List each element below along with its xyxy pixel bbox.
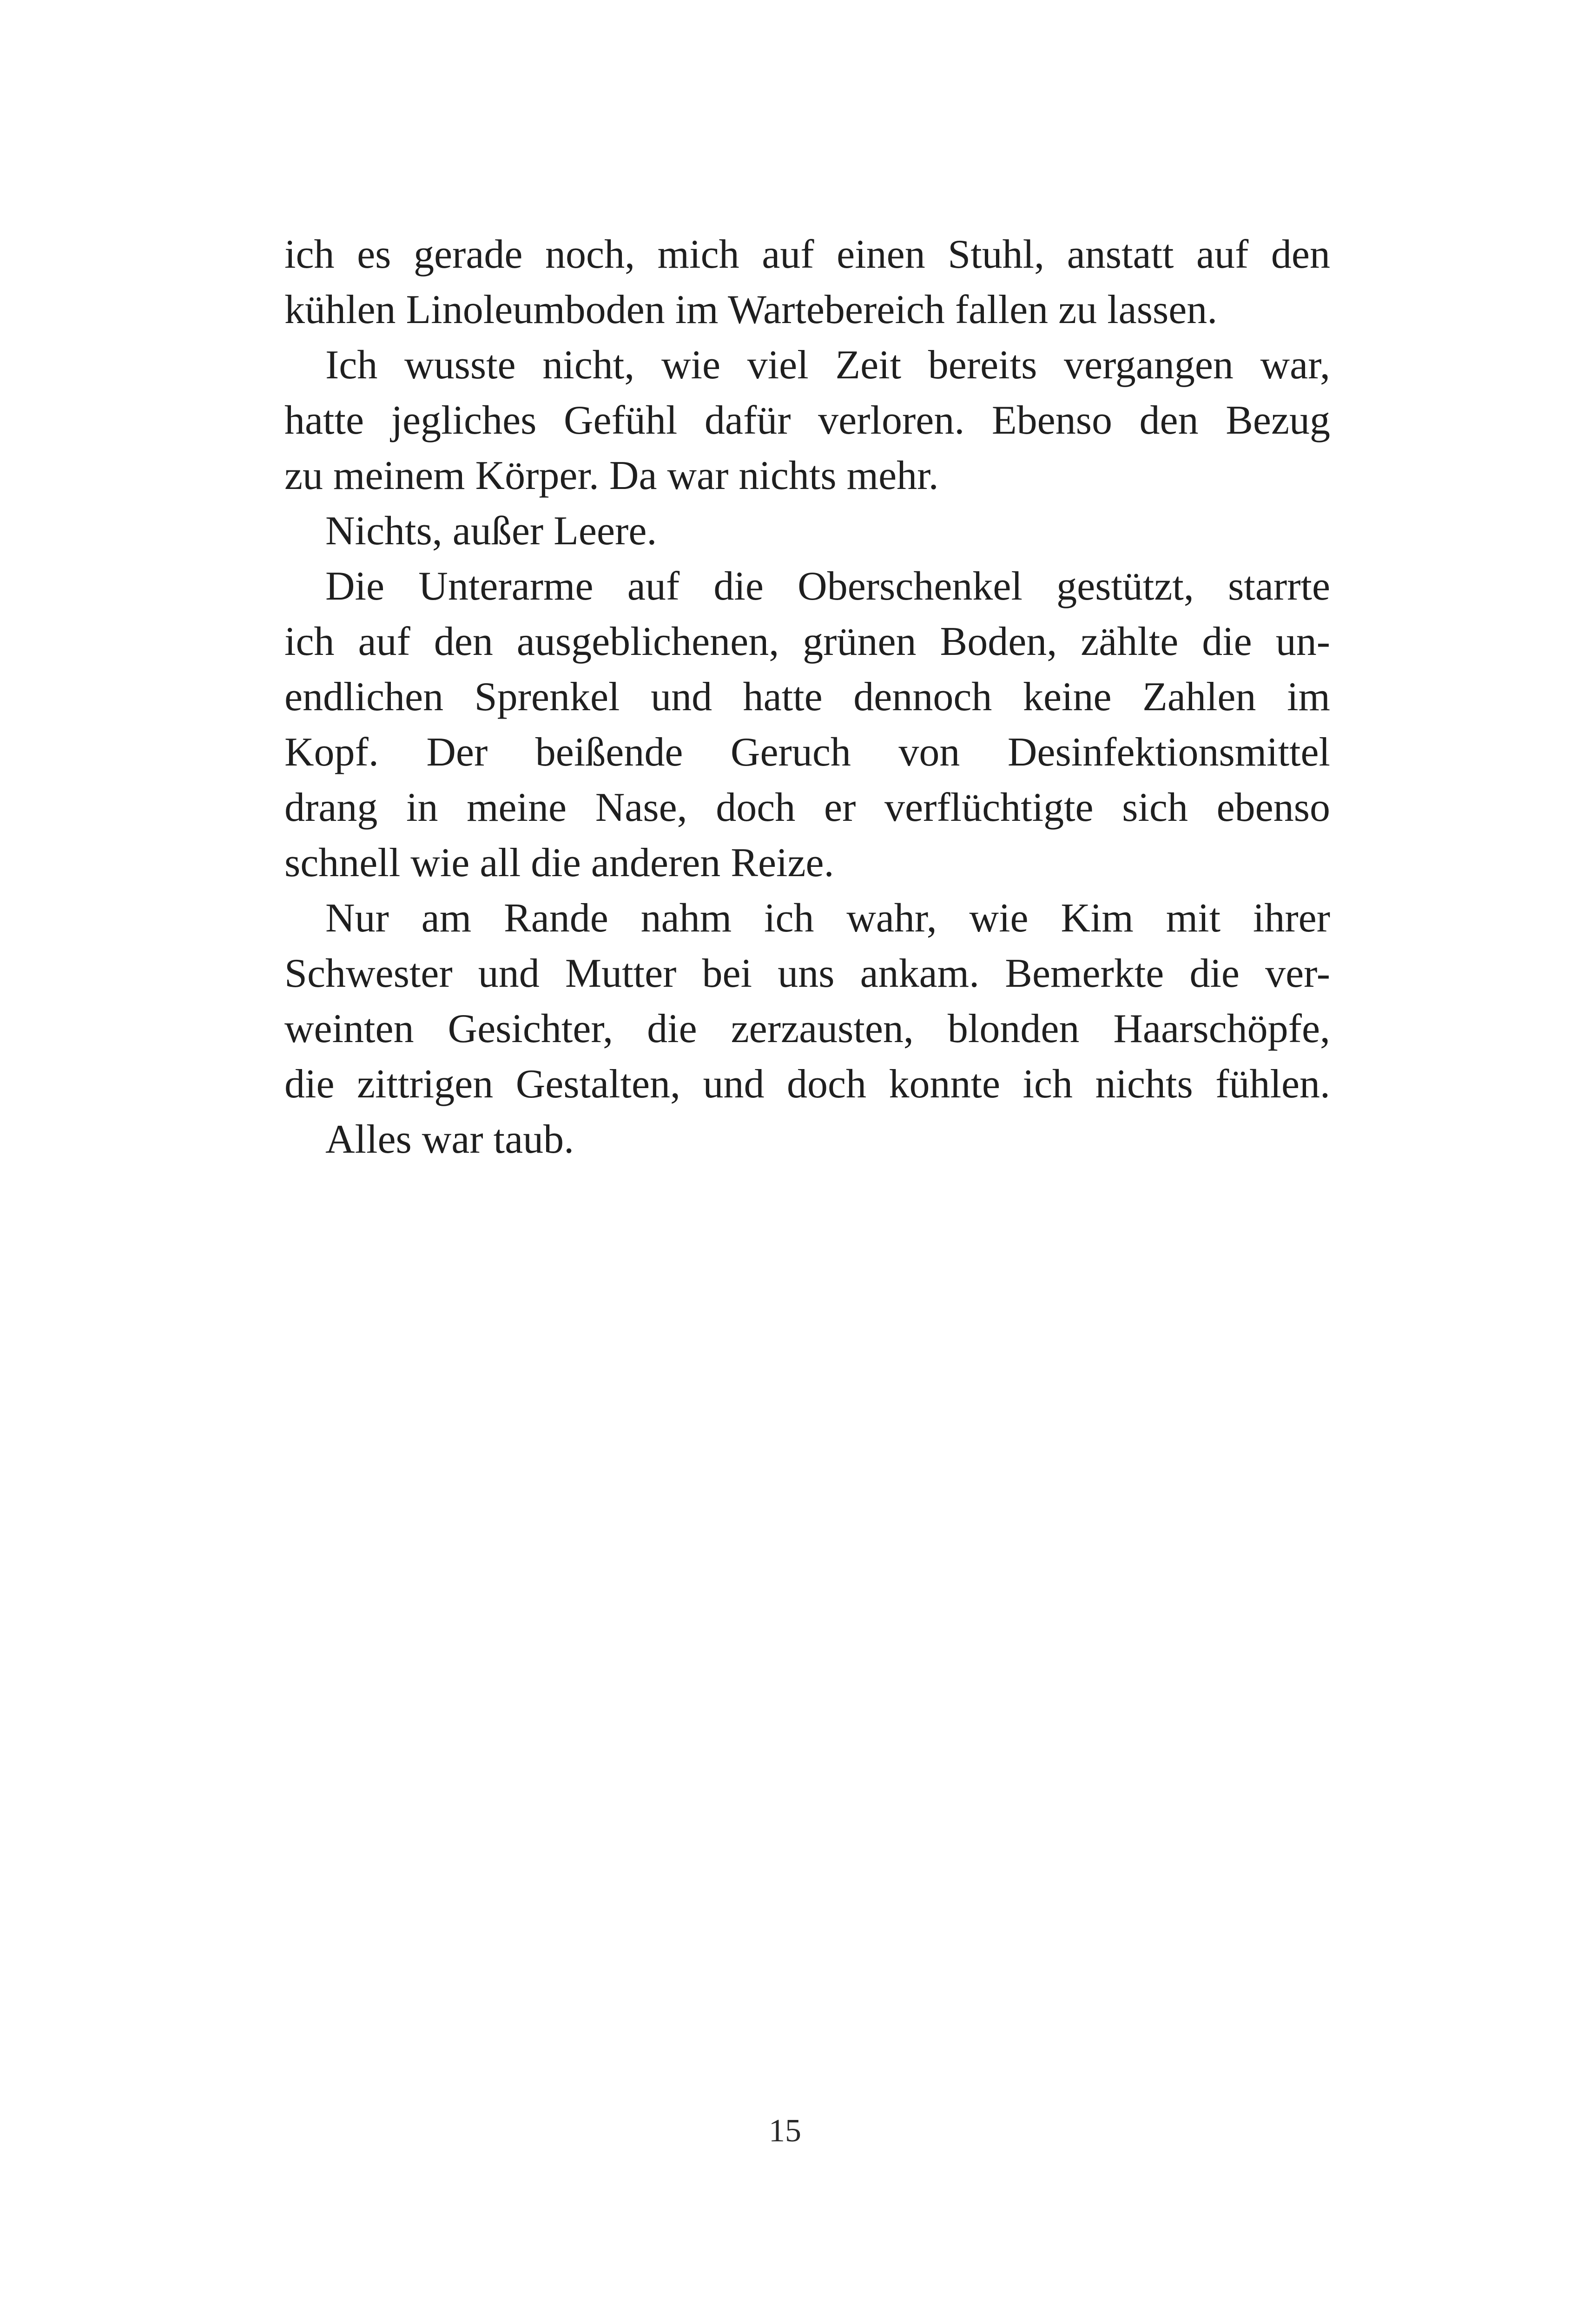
body-text xyxy=(284,227,1330,1167)
text-line-12: schnell wie all die anderen Reize. xyxy=(284,840,834,885)
text-line-6: Nichts, außer Leere. xyxy=(325,508,657,554)
text-line-13: Nur am Rande nahm ich wahr, wie Kim mit ihrer xyxy=(325,896,1330,941)
text-line-5: zu meinem Körper. Da war nichts mehr. xyxy=(284,453,939,498)
text-line-11: drang in meine Nase, doch er verflüchtigte sich ebenso xyxy=(284,785,1330,830)
text-line-14: Schwester und Mutter bei uns ankam. Bemerkte die ver- xyxy=(284,951,1330,996)
text-line-7: Die Unterarme auf die Oberschenkel gestützt, starrte xyxy=(325,564,1330,609)
page-number: 15 xyxy=(769,2113,801,2149)
text-line-8: ich auf den ausgeblichenen, grünen Boden, zählte die un- xyxy=(284,619,1330,664)
text-line-1: ich es gerade noch, mich auf einen Stuhl, anstatt auf den xyxy=(284,232,1330,277)
text-line-10: Kopf. Der beißende Geruch von Desinfektionsmittel xyxy=(284,730,1330,775)
text-line-3: Ich wusste nicht, wie viel Zeit bereits vergangen war, xyxy=(325,343,1330,388)
text-line-17: Alles war taub. xyxy=(325,1117,574,1162)
text-line-16: die zittrigen Gestalten, und doch konnte ich nichts fühlen. xyxy=(284,1062,1330,1107)
text-line-9: endlichen Sprenkel und hatte dennoch keine Zahlen im xyxy=(284,674,1330,720)
text-line-15: weinten Gesichter, die zerzausten, blonden Haarschöpfe, xyxy=(284,1006,1330,1051)
text-line-2: kühlen Linoleumboden im Wartebereich fallen zu lassen. xyxy=(284,287,1218,332)
text-line-4: hatte jegliches Gefühl dafür verloren. Ebenso den Bezug xyxy=(284,398,1330,443)
